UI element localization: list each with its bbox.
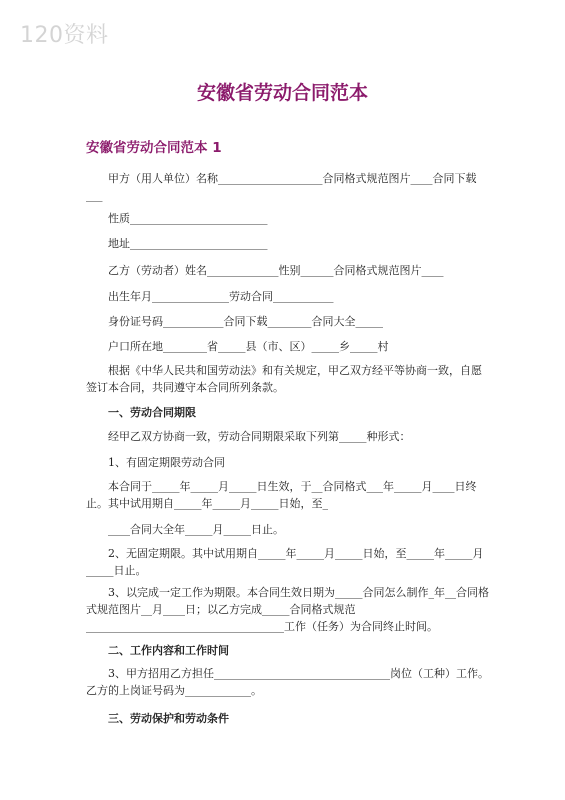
subheading-term: 一、劳动合同期限: [108, 406, 196, 419]
subheading-content: 二、工作内容和工作时间: [108, 644, 229, 657]
fixed-term-item: 1、有固定期限劳动合同: [108, 456, 225, 469]
nature-line: 性质_________________________: [108, 212, 268, 225]
fixed-term-detail: 本合同于_____年_____月_____日生效，于__合同格式___年_____月____日终止。其中试用期自_____年_____月_____日始，至_: [86, 480, 477, 510]
watermark-logo: 120资料: [20, 23, 109, 48]
task-term-item: 3、以完成一定工作为期限。本合同生效日期为_____合同怎么制作_年__合同格式规范图片__月____日；以乙方完成_____合同格式规范____________________________________工作（任务）为合同终止时间。: [86, 586, 489, 633]
document-title: 安徽省劳动合同范本: [196, 82, 368, 104]
party-a-name-line: 甲方（用人单位）名称___________________合同格式规范图片____合同下载___: [86, 172, 477, 202]
id-number-line: 身份证号码___________合同下载________合同大全_____: [108, 315, 383, 328]
term-intro-paragraph: 经甲乙双方协商一致，劳动合同期限采取下列第_____种形式：: [108, 430, 411, 443]
birth-line: 出生年月______________劳动合同___________: [108, 290, 334, 303]
household-line: 户口所在地________省_____县（市、区）_____乡_____村: [108, 340, 389, 353]
address-line: 地址_________________________: [108, 237, 268, 250]
position-paragraph: 3、甲方招用乙方担任________________________________岗位（工种）工作。乙方的上岗证号码为____________。: [86, 667, 489, 697]
section-heading: 安徽省劳动合同范本 1: [86, 140, 222, 156]
fixed-term-end: ____合同大全年_____月_____日止。: [108, 523, 284, 536]
basis-paragraph: 根据《中华人民共和国劳动法》和有关规定，甲乙双方经平等协商一致，自愿签订本合同，共同遵守本合同所列条款。: [86, 364, 482, 394]
party-b-line: 乙方（劳动者）姓名_____________性别______合同格式规范图片____: [108, 264, 444, 277]
open-term-item: 2、无固定期限。其中试用期自_____年_____月_____日始，至_____年_____月_____日止。: [86, 547, 484, 577]
subheading-protection: 三、劳动保护和劳动条件: [108, 712, 229, 725]
